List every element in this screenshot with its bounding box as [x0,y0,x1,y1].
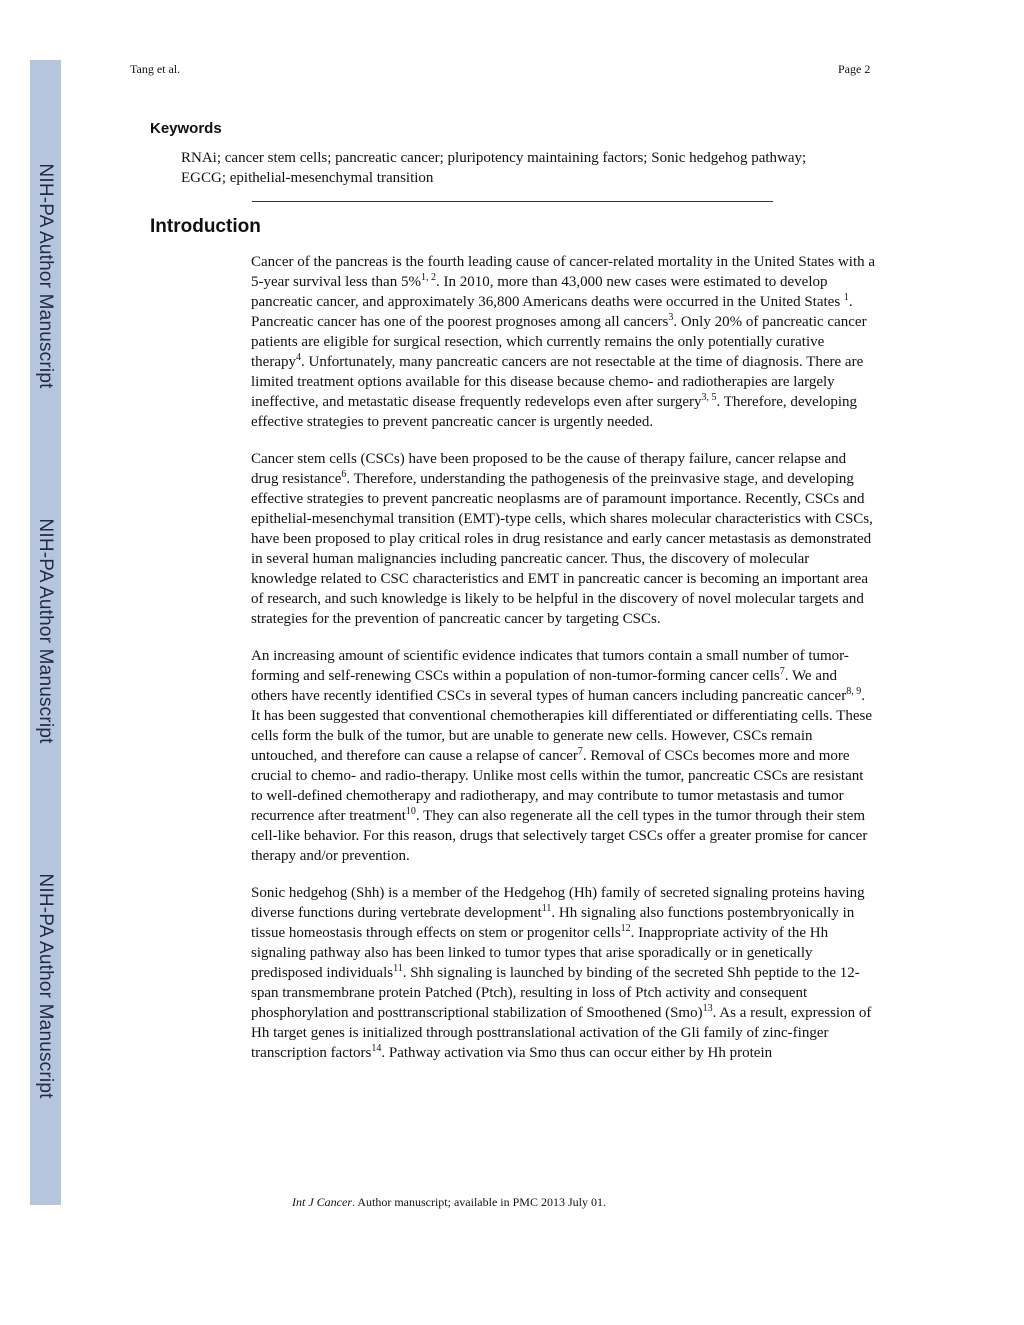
citation: 8, 9 [846,686,862,697]
citation: 13 [702,1003,713,1014]
citation: 6 [341,469,347,480]
running-head-authors: Tang et al. [130,62,181,76]
keywords-heading: Keywords [150,120,222,137]
section-divider [252,201,773,202]
running-head-page: Page 2 [838,62,871,76]
citation: 11 [541,903,552,914]
introduction-heading: Introduction [150,216,261,237]
citation: 4 [295,352,301,363]
keywords-text: RNAi; cancer stem cells; pancreatic cancer; pluripotency maintaining factors; Sonic hedgehog pathway; EGCG; epithelial-mesenchymal transition [181,150,807,186]
introduction-body [251,252,877,1080]
paragraph-2: Cancer stem cells (CSCs) have been proposed to be the cause of therapy failure, cancer relapse and drug resistance$^6$. Therefore, understanding the pathogenesis of the preinvasive stage, and developing effective strategies to prevent pancreatic neoplasms are of paramount importance. Recently, CSCs and epithelial-mesenchymal transition (EMT)-type cells, which shares molecular characteristics with CSCs, have been proposed to play critical roles in drug resistance and early cancer metastasis as demonstrated in several human malignancies including pancreatic cancer. Thus, the discovery of molecular knowledge related to CSC characteristics and EMT in pancreatic cancer is becoming an important area of research, and such knowledge is likely to be helpful in the discovery of novel molecular targets and strategies for the prevention of pancreatic cancer by targeting CSCs. [251,451,873,627]
page-footer: Int J Cancer. Author manuscript; available in PMC 2013 July 01. [292,1195,606,1209]
citation: 11 [393,963,403,974]
citation: 12 [620,923,631,934]
citation: 7 [779,666,785,677]
citation: 3, 5 [701,392,717,403]
citation: 1 [843,292,849,303]
paragraph-3: An increasing amount of scientific evidence indicates that tumors contain a small number of tumor-forming and self-renewing CSCs within a population of non-tumor-forming cancer cells$^7$. We and others have recently identified CSCs in several types of human cancers including pancreatic cancer$^{8, 9}$. It has been suggested that conventional chemotherapies kill differentiated or differentiating cells. These cells form the bulk of the tumor, but are unable to generate new cells. However, CSCs remain untouched, and therefore can cause a relapse of cancer$^7$. Removal of CSCs becomes more and more crucial to chemo- and radio-therapy. Unlike most cells within the tumor, pancreatic CSCs are resistant to well-defined chemotherapy and radiotherapy, and may contribute to tumor metastasis and tumor recurrence after treatment$^{10}$. They can also regenerate all the cell types in the tumor through their stem cell-like behavior. For this reason, drugs that selectively target CSCs offer a greater promise for cancer therapy and/or prevention. [251,648,873,864]
citation: 3 [668,312,674,323]
citation: 1, 2 [420,272,436,283]
journal-name: Int J Cancer [292,1195,352,1209]
citation: 14 [371,1043,382,1054]
citation: 7 [577,746,583,757]
paragraph-4: Sonic hedgehog (Shh) is a member of the Hedgehog (Hh) family of secreted signaling proteins having diverse functions during vertebrate development$^{11}$. Hh signaling also functions postembryonically in tissue homeostasis through effects on stem or progenitor cells$^{12}$. Inappropriate activity of the Hh signaling pathway also has been linked to tumor types that arise sporadically or in genetically predisposed individuals$^{11}$. Shh signaling is launched by binding of the secreted Shh peptide to the 12-span transmembrane protein Patched (Ptch), resulting in loss of Ptch activity and consequent phosphorylation and posttranscriptional stabilization of Smoothened (Smo)$^{13}$. As a result, expression of Hh target genes is initialized through posttranslational activation of the Gli family of zinc-finger transcription factors$^{14}$. Pathway activation via Smo thus can occur either by Hh protein [251,885,872,1061]
paragraph-1: Cancer of the pancreas is the fourth leading cause of cancer-related mortality in the United States with a 5-year survival less than 5%$^{1, 2}$. In 2010, more than 43,000 new cases were estimated to develop pancreatic cancer, and approximately 36,800 Americans deaths were occurred in the United States $^1$. Pancreatic cancer has one of the poorest prognoses among all cancers$^3$. Only 20% of pancreatic cancer patients are eligible for surgical resection, which currently remains the only potentially curative therapy$^4$. Unfortunately, many pancreatic cancers are not resectable at the time of diagnosis. There are limited treatment options available for this disease because chemo- and radiotherapies are largely ineffective, and metastatic disease frequently redevelops even after surgery$^{3, 5}$. Therefore, developing effective strategies to prevent pancreatic cancer is urgently needed. [251,254,876,430]
citation: 10 [405,806,416,817]
